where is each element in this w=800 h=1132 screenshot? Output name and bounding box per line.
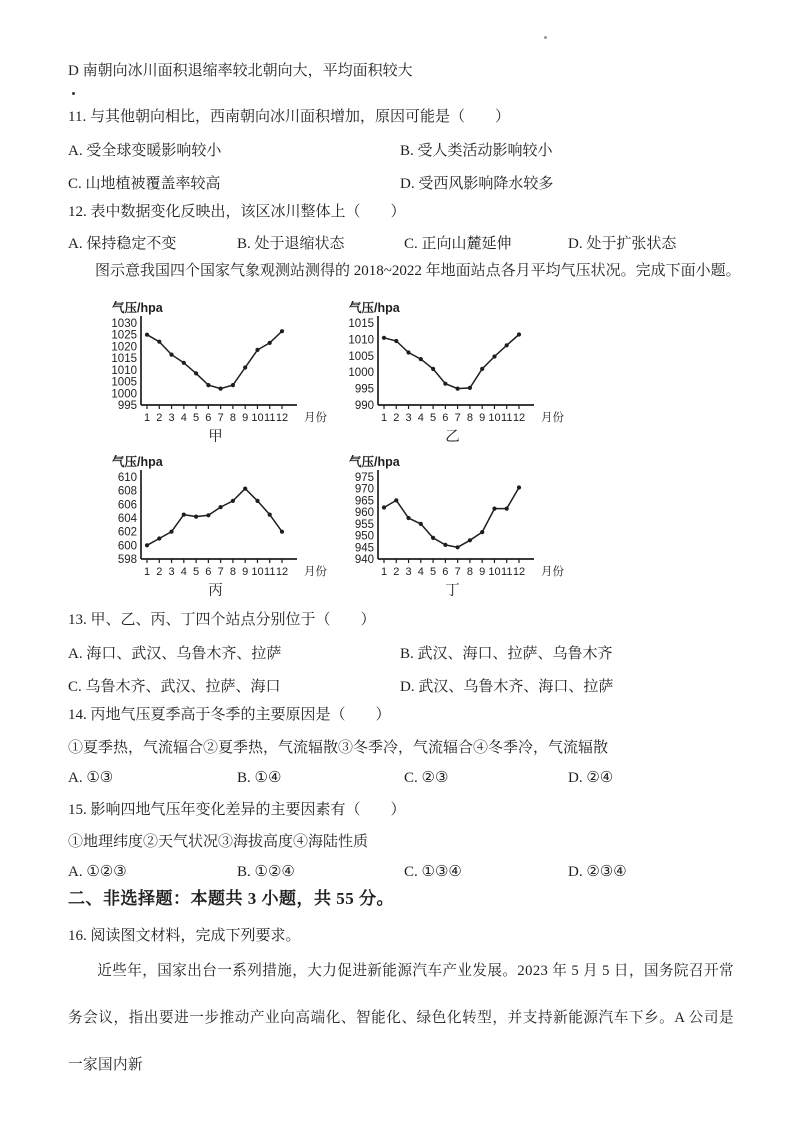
- svg-text:3: 3: [405, 566, 412, 578]
- svg-text:甲: 甲: [208, 429, 223, 445]
- question-11-option-a: A. 受全球变暖影响较小: [68, 143, 222, 159]
- question-11-options-row-1: [68, 135, 734, 167]
- svg-text:1005: 1005: [111, 376, 137, 389]
- svg-text:995: 995: [117, 400, 137, 412]
- svg-text:3: 3: [168, 566, 175, 578]
- question-14-stem: 14. 丙地气压夏季高于冬季的主要原因是（ ）: [68, 707, 391, 723]
- svg-text:598: 598: [117, 554, 137, 566]
- svg-text:600: 600: [117, 540, 137, 553]
- prev-question-option-d: D 南朝向冰川面积退缩率较北朝向大，平均面积较大: [68, 63, 413, 79]
- svg-text:7: 7: [217, 412, 224, 424]
- svg-text:12: 12: [275, 412, 289, 424]
- svg-text:2: 2: [156, 412, 163, 424]
- svg-text:1025: 1025: [111, 329, 137, 342]
- svg-text:602: 602: [117, 526, 137, 539]
- svg-text:7: 7: [217, 566, 224, 578]
- svg-text:6: 6: [205, 566, 212, 578]
- svg-text:11: 11: [264, 566, 276, 578]
- svg-text:11: 11: [264, 412, 276, 424]
- svg-text:5: 5: [430, 412, 437, 424]
- svg-text:950: 950: [354, 530, 374, 543]
- svg-text:5: 5: [430, 566, 437, 578]
- svg-text:气压/hpa: 气压/hpa: [349, 301, 400, 315]
- svg-text:6: 6: [442, 412, 449, 424]
- svg-text:610: 610: [117, 472, 137, 484]
- question-12-stem: 12. 表中数据变化反映出，该区冰川整体上（ ）: [68, 204, 406, 220]
- chart-intro-text: 图示意我国四个国家气象观测站测得的 2018~2022 年地面站点各月平均气压状况。完成下面小题。: [95, 263, 741, 279]
- svg-text:8: 8: [466, 412, 473, 424]
- svg-text:乙: 乙: [445, 429, 460, 445]
- svg-text:1030: 1030: [111, 318, 137, 330]
- svg-text:1: 1: [143, 412, 151, 424]
- svg-text:9: 9: [479, 412, 486, 424]
- question-12-option-a: A. 保持稳定不变: [68, 236, 177, 252]
- svg-text:995: 995: [354, 383, 374, 396]
- svg-text:4: 4: [180, 566, 187, 578]
- stray-mark: [72, 92, 75, 95]
- svg-text:965: 965: [354, 495, 374, 508]
- question-15-option-a: A. ①②③: [68, 864, 127, 880]
- question-14-option-a: A. ①③: [68, 770, 114, 786]
- svg-text:1: 1: [380, 412, 388, 424]
- question-11-option-c: C. 山地植被覆盖率较高: [68, 176, 221, 192]
- svg-text:月份: 月份: [541, 412, 564, 424]
- chart-station-yi: [333, 299, 570, 445]
- svg-text:2: 2: [393, 412, 400, 424]
- svg-text:4: 4: [417, 412, 424, 424]
- svg-text:6: 6: [205, 412, 212, 424]
- question-14-items: ①夏季热，气流辐合②夏季热，气流辐散③冬季冷，气流辐合④冬季冷，气流辐散: [68, 740, 609, 756]
- question-15-items: ①地理纬度②天气状况③海拔高度④海陆性质: [68, 834, 369, 850]
- svg-text:1000: 1000: [111, 388, 137, 401]
- svg-text:9: 9: [242, 566, 249, 578]
- svg-text:604: 604: [117, 513, 137, 525]
- question-13-option-a: A. 海口、武汉、乌鲁木齐、拉萨: [68, 646, 282, 662]
- chart-station-ding: [333, 453, 570, 599]
- svg-text:8: 8: [466, 566, 473, 578]
- svg-text:1020: 1020: [111, 341, 137, 354]
- svg-text:11: 11: [501, 412, 513, 424]
- question-16-stem: 16. 阅读图文材料，完成下列要求。: [68, 928, 301, 944]
- svg-text:7: 7: [454, 412, 461, 424]
- question-13-options-row-1: [68, 638, 734, 670]
- question-14-option-d: D. ②④: [568, 770, 614, 786]
- svg-text:丙: 丙: [208, 583, 223, 599]
- question-11-option-d: D. 受西风影响降水较多: [400, 176, 554, 192]
- question-13-stem: 13. 甲、乙、丙、丁四个站点分别位于（ ）: [68, 612, 376, 628]
- question-15-stem: 15. 影响四地气压年变化差异的主要因素有（ ）: [68, 802, 406, 818]
- svg-text:2: 2: [156, 566, 163, 578]
- svg-text:3: 3: [405, 412, 412, 424]
- question-15-option-c: C. ①③④: [404, 864, 462, 880]
- svg-text:9: 9: [479, 566, 486, 578]
- question-12-option-d: D. 处于扩张状态: [568, 236, 677, 252]
- svg-text:3: 3: [168, 412, 175, 424]
- svg-text:940: 940: [354, 554, 374, 566]
- svg-text:4: 4: [417, 566, 424, 578]
- svg-text:1000: 1000: [348, 367, 374, 380]
- svg-text:12: 12: [275, 566, 289, 578]
- svg-text:606: 606: [117, 499, 137, 512]
- chart-station-jia: [96, 299, 333, 445]
- svg-text:7: 7: [454, 566, 461, 578]
- svg-text:970: 970: [354, 483, 374, 496]
- svg-text:1005: 1005: [348, 350, 374, 363]
- question-16-paragraph: 近些年，国家出台一系列措施，大力促进新能源汽车产业发展。2023 年 5 月 5 日，国务院召开常务会议，指出要进一步推动产业向高端化、智能化、绿色化转型，并支持新能源汽车下乡。A 公司是一家国内新: [68, 963, 734, 1073]
- svg-text:10: 10: [488, 566, 501, 578]
- svg-text:丁: 丁: [445, 583, 460, 599]
- svg-text:1010: 1010: [111, 364, 137, 377]
- question-13-option-c: C. 乌鲁木齐、武汉、拉萨、海口: [68, 679, 281, 695]
- svg-text:4: 4: [180, 412, 187, 424]
- svg-text:1015: 1015: [348, 318, 374, 330]
- section-2-heading: 二、非选择题：本题共 3 小题，共 55 分。: [68, 889, 394, 908]
- question-14-option-c: C. ②③: [404, 770, 449, 786]
- svg-text:11: 11: [501, 566, 513, 578]
- svg-text:12: 12: [512, 566, 526, 578]
- svg-text:10: 10: [251, 412, 264, 424]
- question-12-option-b: B. 处于退缩状态: [237, 236, 345, 252]
- svg-text:990: 990: [354, 400, 374, 412]
- svg-text:月份: 月份: [541, 566, 564, 578]
- svg-text:气压/hpa: 气压/hpa: [112, 455, 163, 469]
- question-13-option-b: B. 武汉、海口、拉萨、乌鲁木齐: [400, 646, 613, 662]
- svg-text:气压/hpa: 气压/hpa: [349, 455, 400, 469]
- question-15-option-d: D. ②③④: [568, 864, 627, 880]
- question-11-option-b: B. 受人类活动影响较小: [400, 143, 553, 159]
- svg-text:2: 2: [393, 566, 400, 578]
- question-14-option-b: B. ①④: [237, 770, 282, 786]
- svg-text:955: 955: [354, 518, 374, 531]
- svg-text:9: 9: [242, 412, 249, 424]
- svg-text:12: 12: [512, 412, 526, 424]
- svg-text:气压/hpa: 气压/hpa: [112, 301, 163, 315]
- svg-text:1: 1: [380, 566, 388, 578]
- svg-text:10: 10: [488, 412, 501, 424]
- svg-text:1015: 1015: [111, 353, 137, 366]
- stray-mark: [544, 36, 547, 39]
- svg-text:10: 10: [251, 566, 264, 578]
- svg-text:960: 960: [354, 507, 374, 520]
- svg-text:月份: 月份: [304, 566, 327, 578]
- svg-text:945: 945: [354, 542, 374, 555]
- question-15-option-b: B. ①②④: [237, 864, 295, 880]
- svg-text:5: 5: [193, 566, 200, 578]
- question-13-option-d: D. 武汉、乌鲁木齐、海口、拉萨: [400, 679, 614, 695]
- chart-station-bing: [96, 453, 333, 599]
- svg-text:月份: 月份: [304, 412, 327, 424]
- question-11-stem: 11. 与其他朝向相比，西南朝向冰川面积增加，原因可能是（ ）: [68, 109, 510, 125]
- svg-text:975: 975: [354, 472, 374, 484]
- question-14-options-row: [68, 762, 734, 794]
- question-12-option-c: C. 正向山麓延伸: [404, 236, 512, 252]
- svg-text:8: 8: [229, 412, 236, 424]
- svg-text:1010: 1010: [348, 334, 374, 347]
- svg-text:5: 5: [193, 412, 200, 424]
- pressure-charts-figure: [96, 299, 574, 599]
- svg-text:608: 608: [117, 485, 137, 498]
- svg-text:8: 8: [229, 566, 236, 578]
- svg-text:6: 6: [442, 566, 449, 578]
- svg-text:1: 1: [143, 566, 151, 578]
